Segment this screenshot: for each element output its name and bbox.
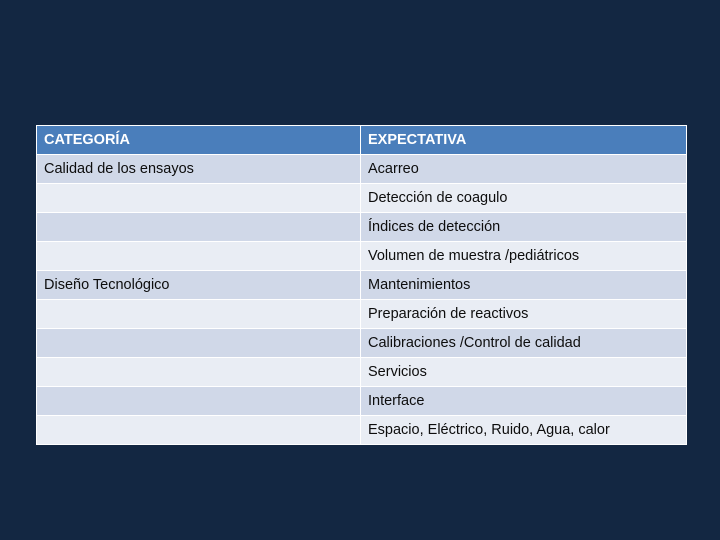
table-row — [37, 184, 687, 213]
category-cell — [37, 242, 361, 271]
table-row — [37, 300, 687, 329]
category-cell — [37, 329, 361, 358]
category-cell — [37, 358, 361, 387]
header-expectation: EXPECTATIVA — [361, 126, 687, 155]
expectation-cell: Mantenimientos — [361, 271, 687, 300]
table-row — [37, 213, 687, 242]
expectation-cell: Índices de detección — [361, 213, 687, 242]
expectation-cell: Acarreo — [361, 155, 687, 184]
table-row — [37, 416, 687, 445]
table-row — [37, 358, 687, 387]
expectation-cell: Preparación de reactivos — [361, 300, 687, 329]
category-cell — [37, 213, 361, 242]
expectation-cell: Interface — [361, 387, 687, 416]
table-row — [37, 329, 687, 358]
header-category: CATEGORÍA — [37, 126, 361, 155]
table-row — [37, 155, 687, 184]
category-cell — [37, 416, 361, 445]
category-cell: Calidad de los ensayos — [37, 155, 361, 184]
category-cell — [37, 387, 361, 416]
expectation-cell: Espacio, Eléctrico, Ruido, Agua, calor — [361, 416, 687, 445]
category-expectation-table — [36, 125, 687, 445]
expectation-cell: Calibraciones /Control de calidad — [361, 329, 687, 358]
table-header-row — [37, 126, 687, 155]
table-row — [37, 271, 687, 300]
expectation-cell: Volumen de muestra /pediátricos — [361, 242, 687, 271]
expectation-cell: Servicios — [361, 358, 687, 387]
expectation-cell: Detección de coagulo — [361, 184, 687, 213]
category-cell: Diseño Tecnológico — [37, 271, 361, 300]
table-row — [37, 387, 687, 416]
table-row — [37, 242, 687, 271]
category-cell — [37, 184, 361, 213]
category-cell — [37, 300, 361, 329]
